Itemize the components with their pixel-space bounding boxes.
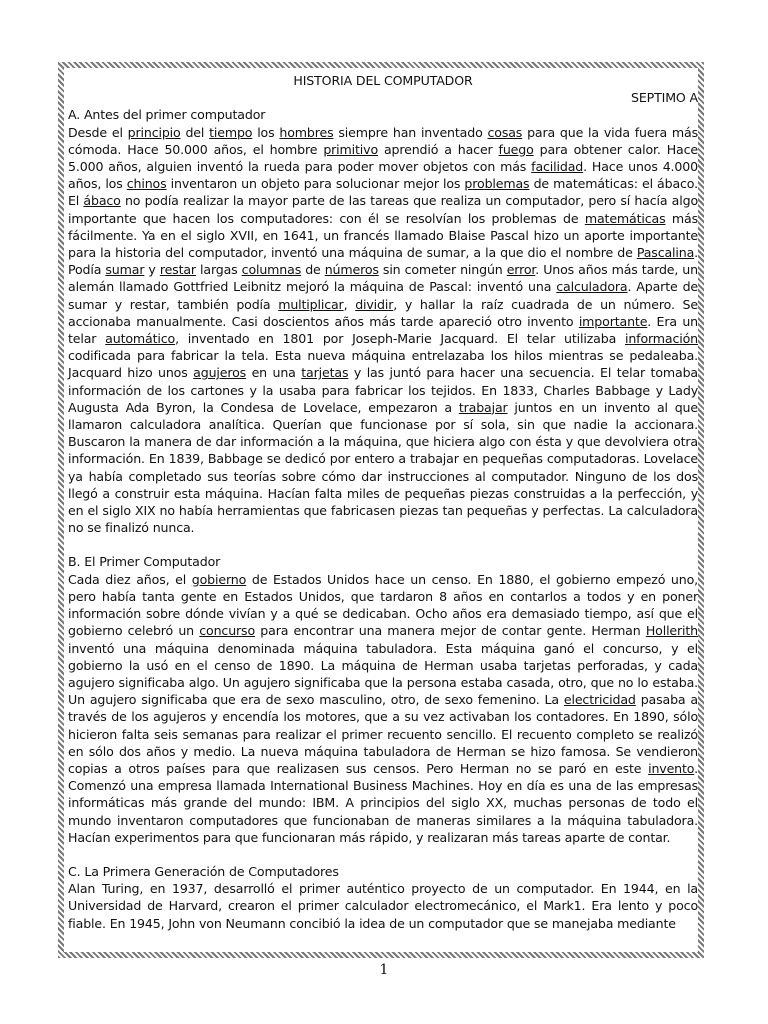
underlined-link-word[interactable]: Pascalina [636,245,695,261]
underlined-link-word[interactable]: fuego [498,141,534,157]
section-c-heading: C. La Primera Generación de Computadores [68,863,339,879]
section-b-paragraph: Cada diez años, el gobierno de Estados Unidos hace un censo. En 1880, el gobierno empezó uno, pero había tanta gente en Estados Unidos, que tardaron 8 años en contarlos a todos y en poner información sobre dónde vivían y a qué se dedicaban. Ocho años era demasiado tiempo, así que el gobierno celebró un concurso para encontrar una manera mejor de contar gente. Herman Hollerith inventó una máquina denominada máquina tabuladora. Esta máquina ganó el concurso, y el gobierno la usó en el censo de 1890. La máquina de Herman usaba tarjetas perforadas, y cada agujero significaba algo. Un agujero significaba que la persona estaba casada, otro, que no lo estaba. Un agujero significaba que era de sexo masculino, otro, de sexo femenino. La electricidad pasaba a través de los agujeros y encendía los motores, que a su vez activaban los contadores. En 1890, sólo hicieron falta seis semanas para realizar el primer recuento sencillo. El recuento completo se realizó en sólo dos años y medio. La nueva máquina tabuladora de Herman se hizo famosa. Se vendieron copias a otros países para que realizasen sus censos. Pero Herman no se paró en este invento. Comenzó una empresa llamada International Business Machines. Hoy en día es una de las empresas informáticas más grande del mundo: IBM. A principios del siglo XX, muchas personas de todo el mundo inventaron computadores que funcionaban de maneras similares a la máquina tabuladora. Hacían experimentos para que funcionaran más rápido, y realizaran más tareas aparte de contar. [68,571,699,845]
underlined-link-word[interactable]: ábaco [83,193,121,209]
underlined-link-word[interactable]: concurso [199,623,256,639]
underlined-link-word[interactable]: electricidad [563,692,636,708]
underlined-link-word[interactable]: dividir [355,296,394,312]
section-c-paragraph: Alan Turing, en 1937, desarrolló el primer auténtico proyecto de un computador. En 1944, en la Universidad de Harvard, crearon el primer calculador electromecánico, el Mark1. Era lento y poco fiable. En 1945, John von Neumann concibió la idea de un computador que se manejaba mediante [68,881,698,931]
underlined-link-word[interactable]: primitivo [323,141,378,157]
underlined-link-word[interactable]: columnas [241,262,302,278]
underlined-link-word[interactable]: multiplicar [278,296,344,312]
underlined-link-word[interactable]: error [506,262,536,278]
underlined-link-word[interactable]: números [324,262,379,278]
underlined-link-word[interactable]: computador [190,107,266,123]
document-title: HISTORIA DEL COMPUTADOR [293,73,473,88]
underlined-link-word[interactable]: tiempo [209,124,253,140]
section-a-paragraph: Desde el principio del tiempo los hombres siempre han inventado cosas para que la vida fuera más cómoda. Hace 50.000 años, el hombre primitivo aprendió a hacer fuego para obtener calor. Hace 5.000 años, alguien inventó la rueda para poder mover objetos con más facilidad. Hace unos 4.000 años, los chinos inventaron un objeto para solucionar mejor los problemas de matemáticas: el ábaco. El ábaco no podía realizar la mayor parte de las tareas que realiza un computador, pero sí hacía algo importante que hacen los computadores: con él se resolvían los problemas de matemáticas más fácilmente. Ya en el siglo XVII, en 1641, un francés llamado Blaise Pascal hizo un aporte importante para la historia del computador, inventó una máquina de sumar, a la que dio el nombre de Pascalina. Podía sumar y restar largas columnas de números sin cometer ningún error. Unos años más tarde, un alemán llamado Gottfried Leibnitz mejoró la máquina de Pascal: inventó una calculadora. Aparte de sumar y restar, también podía multiplicar, dividir, y hallar la raíz cuadrada de un número. Se accionaba manualmente. Casi doscientos años más tarde apareció otro invento importante. Era un telar automático, inventado en 1801 por Joseph-Marie Jacquard. El telar utilizaba información codificada para fabricar la tela. Esta nueva máquina entrelazaba los hilos mientras se pedaleaba. Jacquard hizo unos agujeros en una tarjetas y las juntó para hacer una secuencia. El telar tomaba información de los cartones y la usaba para fabricar los tejidos. En 1833, Charles Babbage y Lady Augusta Ada Byron, la Condesa de Lovelace, empezaron a trabajar juntos en un invento al que llamaron calculadora analítica. Querían que funcionase por sí sola, sin que nadie la accionara. Buscaron la manera de dar información a la máquina, que hiciera algo con ésta y que devolviera otra información. En 1839, Babbage se dedicó por entero a trabajar en pequeñas computadoras. Lovelace ya había completado sus teorías sobre cómo dar instrucciones al computador. Ninguno de los dos llegó a construir esta máquina. Hacían falta miles de pequeñas piezas construidas a la perfección, y en el siglo XIX no había herramientas que fabricasen piezas tan pequeñas y perfectas. La calculadora no se finalizó nunca. [68,124,699,536]
underlined-link-word[interactable]: información [624,331,699,347]
underlined-link-word[interactable]: sumar [105,262,145,278]
underlined-link-word[interactable]: hombres [279,124,334,140]
underlined-link-word[interactable]: Hollerith [645,623,699,639]
underlined-link-word[interactable]: tarjetas [301,365,349,381]
underlined-link-word[interactable]: invento [648,760,695,776]
underlined-link-word[interactable]: cosas [487,124,523,140]
section-a-heading: A. Antes del primer computador [68,107,266,123]
underlined-link-word[interactable]: chinos [126,176,167,192]
underlined-link-word[interactable]: restar [159,262,196,278]
paragraph-spacer [68,536,698,553]
underlined-link-word[interactable]: facilidad [531,159,584,175]
paragraph-spacer [68,846,698,863]
document-body [68,72,698,932]
underlined-link-word[interactable]: importante [578,313,648,329]
underlined-link-word[interactable]: gobierno [191,571,247,587]
underlined-link-word[interactable]: agujeros [193,365,247,381]
underlined-link-word[interactable]: automático [105,331,176,347]
course-label: SEPTIMO A [631,90,698,106]
section-b-heading: B. El Primer Computador [68,554,221,570]
page-number: 1 [379,962,389,978]
underlined-link-word[interactable]: calculadora [556,279,628,295]
underlined-link-word[interactable]: principio [127,124,181,140]
underlined-link-word[interactable]: trabajar [458,399,508,415]
underlined-link-word[interactable]: problemas [464,176,530,192]
underlined-link-word[interactable]: matemáticas [584,210,666,226]
